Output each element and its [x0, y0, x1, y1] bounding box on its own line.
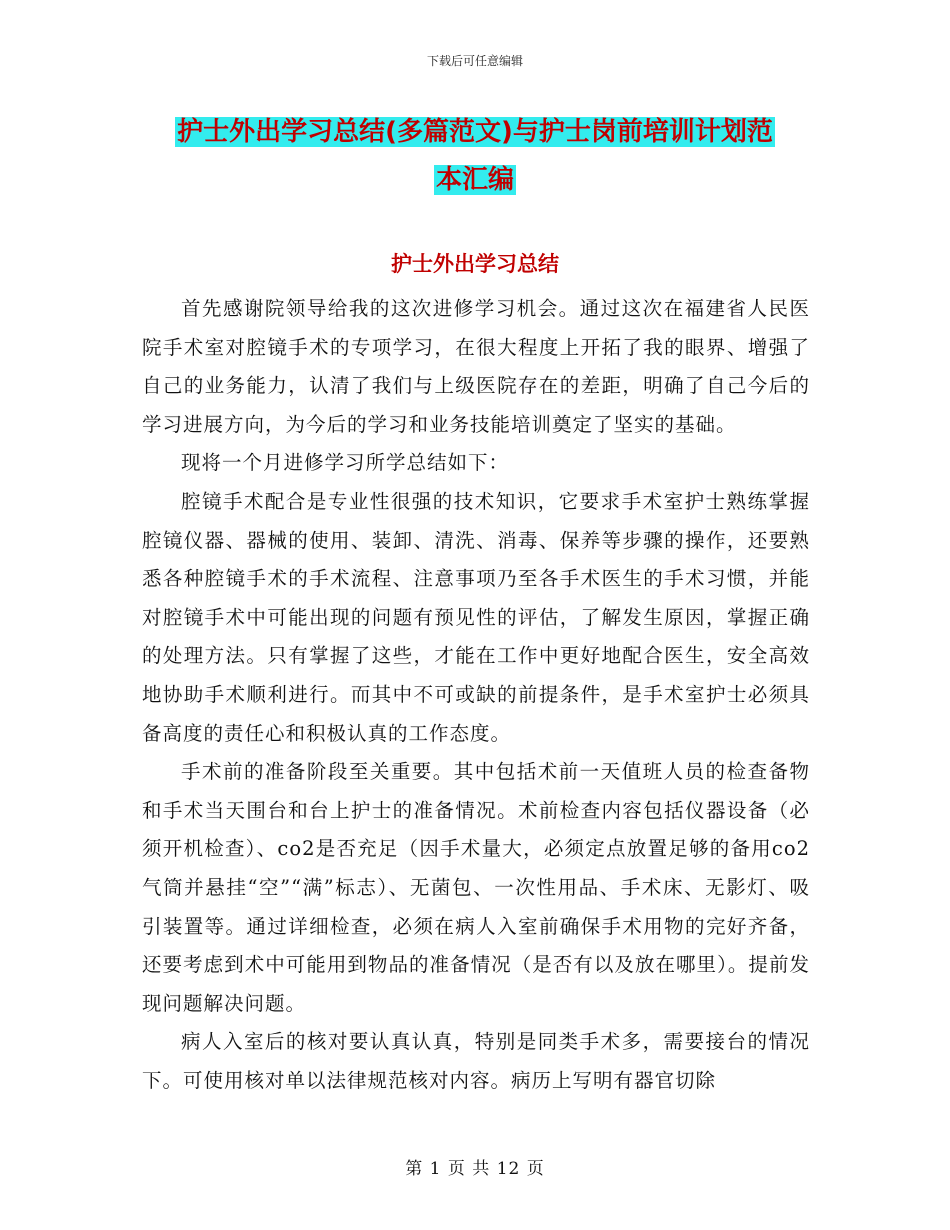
- paragraph: 病人入室后的核对要认真认真，特别是同类手术多，需要接台的情况下。可使用核对单以法律规范核对内容。病历上写明有器官切除: [142, 1030, 810, 1092]
- section-title: 护士外出学习总结: [391, 252, 559, 276]
- page-number: 第 1 页 共 12 页: [405, 1159, 545, 1179]
- document-title-line-1: 护士外出学习总结(多篇范文)与护士岗前培训计划范: [177, 117, 773, 147]
- document-title-line-2: 本汇编: [435, 165, 514, 195]
- paragraph: 腔镜手术配合是专业性很强的技术知识，它要求手术室护士熟练掌握腔镜仪器、器械的使用、装卸、清洗、消毒、保养等步骤的操作，还要熟悉各种腔镜手术的手术流程、注意事项乃至各手术医生的手术习惯，并能对腔镜手术中可能出现的问题有预见性的评估，了解发生原因，掌握正确的处理方法。只有掌握了这些，才能在工作中更好地配合医生，安全高效地协助手术顺利进行。而其中不可或缺的前提条件，是手术室护士必须具备高度的责任心和积极认真的工作态度。: [142, 489, 810, 745]
- paragraph: 现将一个月进修学习所学总结如下：: [181, 451, 510, 475]
- document-title: [140, 108, 810, 204]
- body-text: [142, 290, 810, 1100]
- paragraph: 首先感谢院领导给我的这次进修学习机会。通过这次在福建省人民医院手术室对腔镜手术的专项学习，在很大程度上开拓了我的眼界、增强了自己的业务能力，认清了我们与上级医院存在的差距，明确了自己今后的学习进展方向，为今后的学习和业务技能培训奠定了坚实的基础。: [142, 297, 810, 436]
- paragraph: 手术前的准备阶段至关重要。其中包括术前一天值班人员的检查备物和手术当天围台和台上护士的准备情况。术前检查内容包括仪器设备（必须开机检查）、co2是否充足（因手术量大，必须定点放置足够的备用co2气筒并悬挂“空”“满”标志）、无菌包、一次性用品、手术床、无影灯、吸引装置等。通过详细检查，必须在病人入室前确保手术用物的完好齐备，还要考虑到术中可能用到物品的准备情况（是否有以及放在哪里）。提前发现问题解决问题。: [142, 760, 810, 1015]
- header-note: 下载后可任意编辑: [426, 54, 523, 68]
